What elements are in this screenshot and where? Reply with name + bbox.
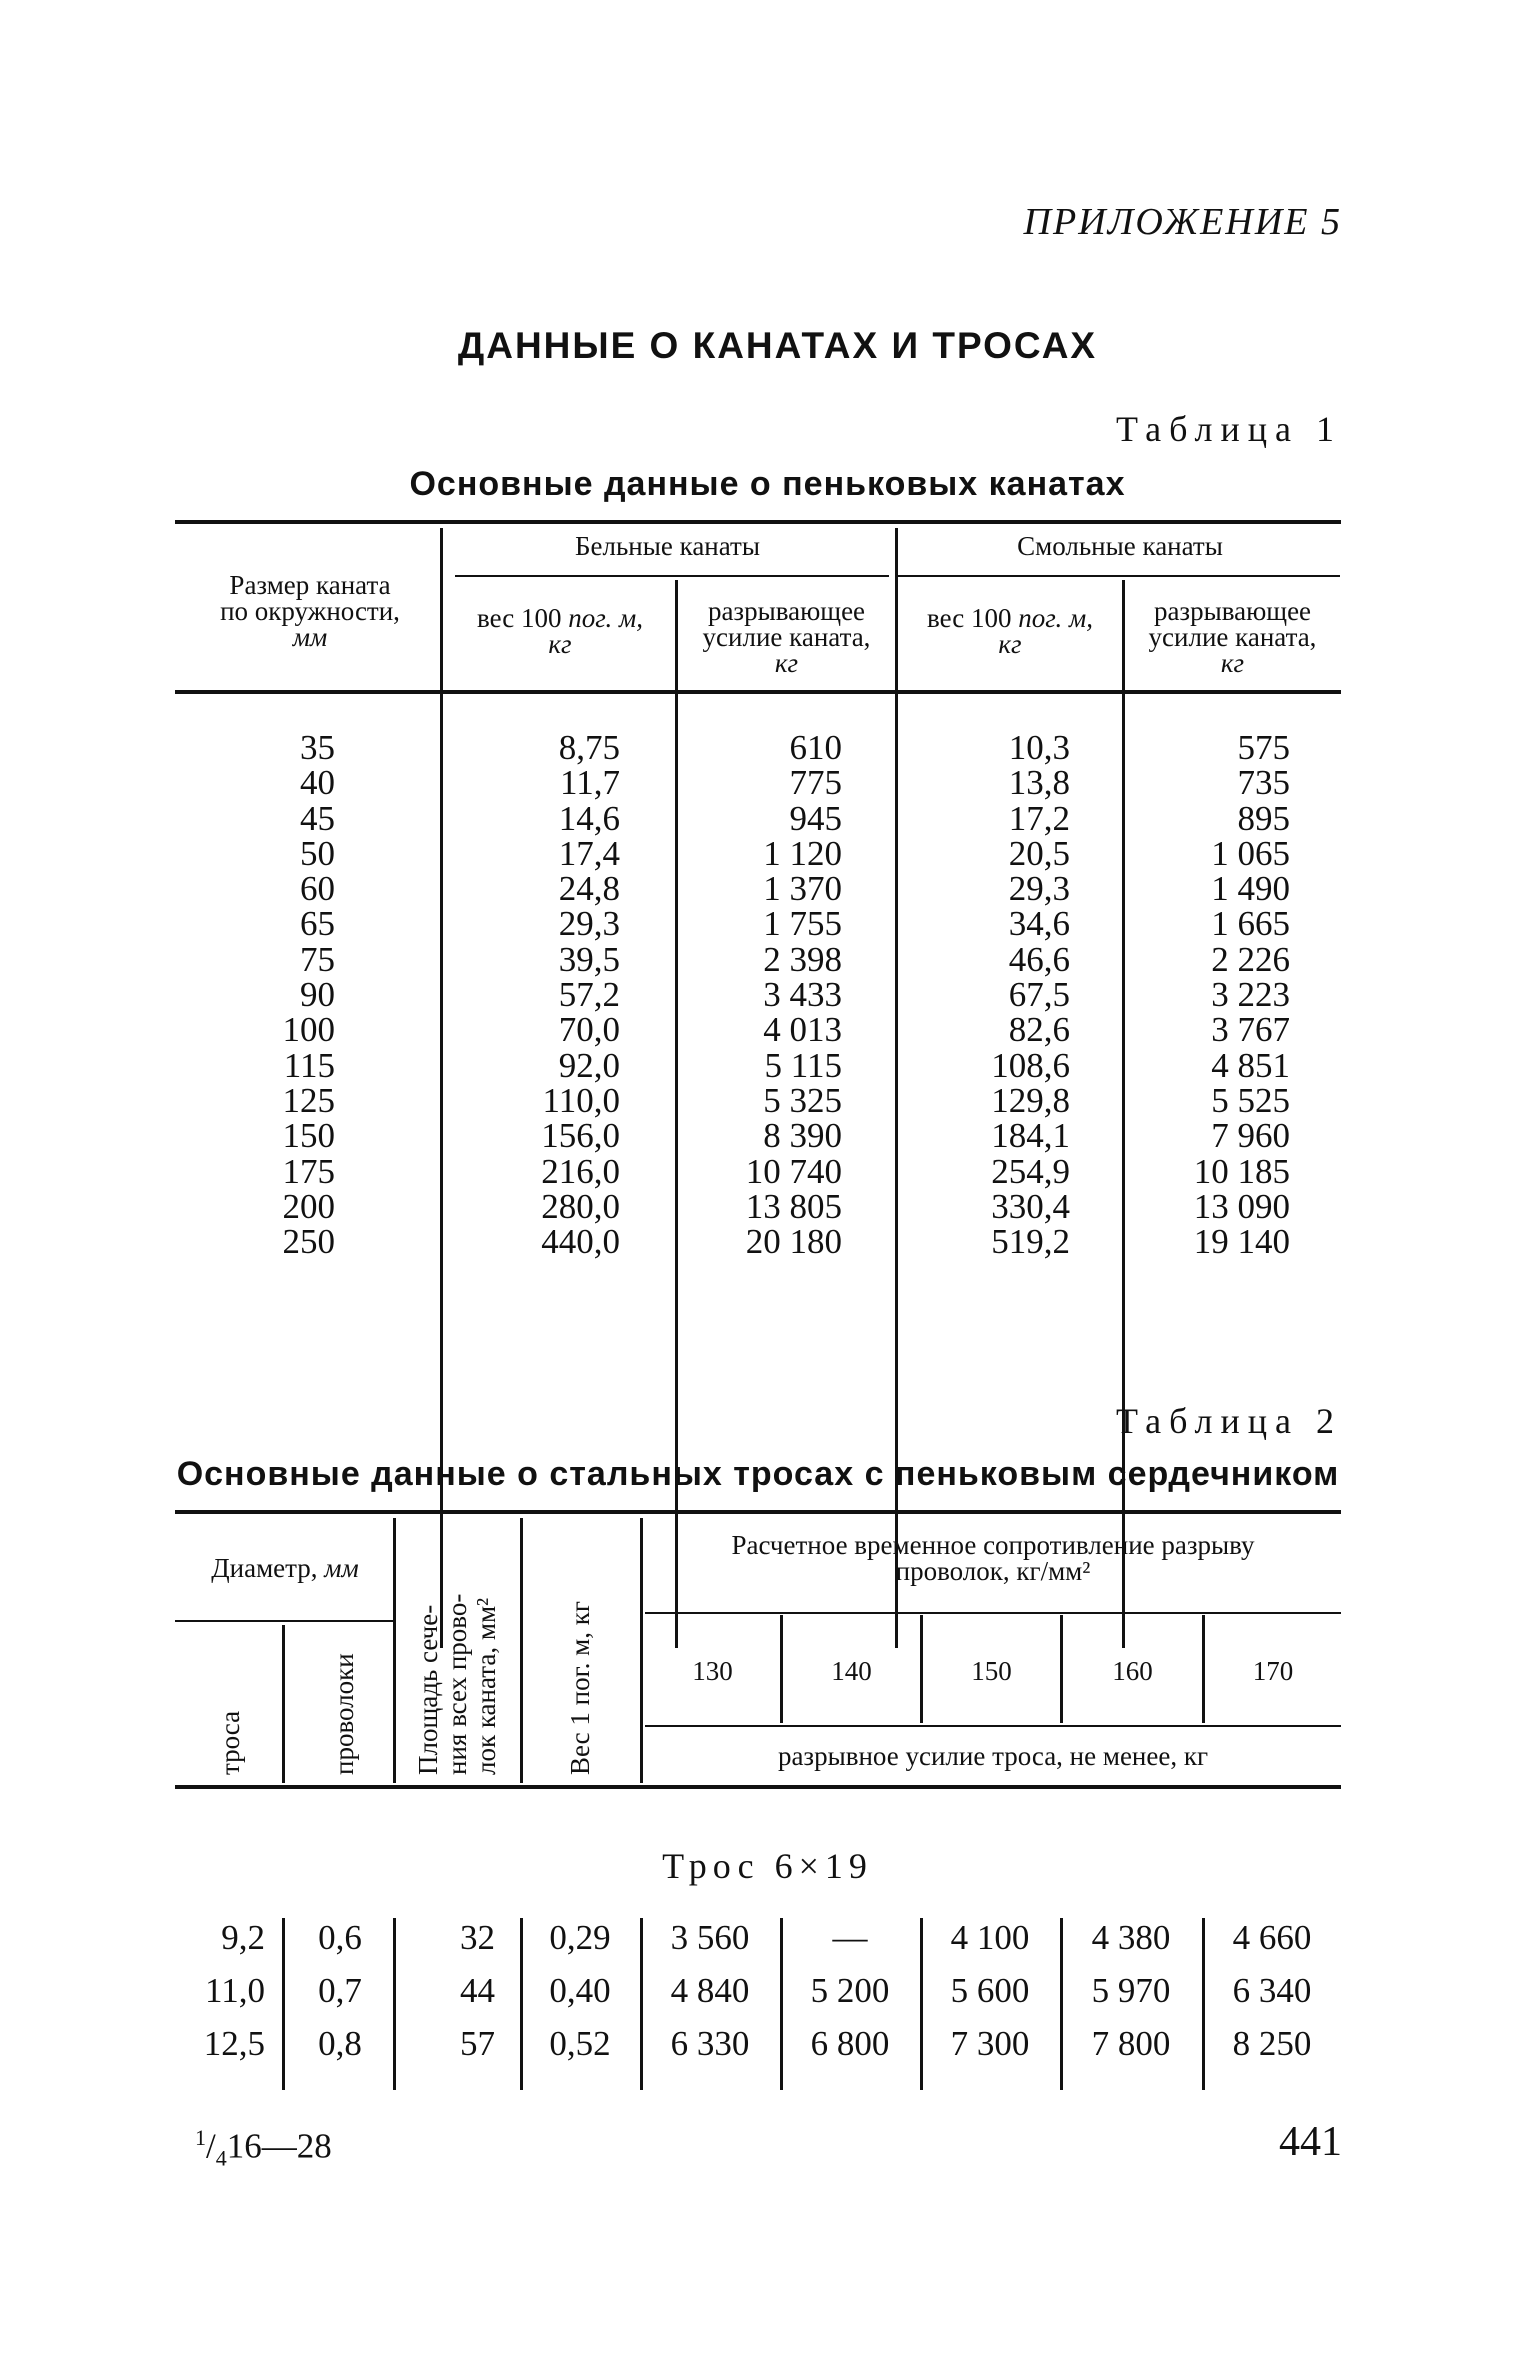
cell-rope-size: 45 bbox=[300, 798, 335, 838]
cell-white-break: 3 433 bbox=[763, 975, 842, 1015]
cell-white-weight: 17,4 bbox=[558, 833, 620, 873]
cell-force-160: 4 380 bbox=[1091, 1918, 1171, 1957]
cell-white-weight: 440,0 bbox=[541, 1222, 620, 1262]
cell-force-130: 4 840 bbox=[670, 1971, 750, 2010]
cell-wire-area: 44 bbox=[460, 1971, 495, 2010]
cell-tarred-weight: 184,1 bbox=[991, 1116, 1070, 1156]
cell-tarred-weight: 82,6 bbox=[1008, 1010, 1070, 1050]
column-tarred-weight bbox=[925, 728, 1070, 1262]
cell-rope-size: 65 bbox=[300, 904, 335, 944]
cell-rope-diameter: 9,2 bbox=[221, 1918, 265, 1957]
cell-tarred-weight: 20,5 bbox=[1008, 833, 1070, 873]
cell-tarred-break: 575 bbox=[1237, 728, 1290, 767]
table2-body-divider bbox=[780, 1918, 783, 2090]
cell-tarred-break: 735 bbox=[1237, 763, 1290, 803]
table1-label: Таблица 1 bbox=[1116, 409, 1342, 449]
cell-wire-diameter: 0,6 bbox=[318, 1918, 362, 1957]
cell-white-break: 13 805 bbox=[745, 1186, 842, 1226]
cell-white-weight: 39,5 bbox=[558, 939, 620, 979]
table2-body-divider bbox=[1060, 1918, 1063, 2090]
cell-rope-size: 115 bbox=[283, 1045, 335, 1085]
cell-force-140: 5 200 bbox=[810, 1971, 890, 2010]
table1-caption: Основные данные о пеньковых канатах bbox=[409, 465, 1126, 503]
table2-divider bbox=[640, 1518, 643, 1783]
cell-rope-diameter: 12,5 bbox=[203, 2024, 265, 2063]
cell-tarred-weight: 519,2 bbox=[991, 1222, 1070, 1262]
cell-white-break: 610 bbox=[789, 728, 842, 767]
cell-rope-size: 200 bbox=[282, 1186, 335, 1226]
cell-tarred-weight: 46,6 bbox=[1008, 939, 1070, 979]
cell-tarred-weight: 29,3 bbox=[1008, 869, 1070, 909]
cell-rope-size: 90 bbox=[300, 975, 335, 1015]
header-tarred-weight: вес 100 пог. м, кг bbox=[927, 603, 1093, 659]
table2-divider bbox=[520, 1518, 523, 1783]
cell-force-160: 5 970 bbox=[1091, 1971, 1171, 2010]
table1-tarred-subrule bbox=[898, 575, 1340, 577]
cell-weight: 0,40 bbox=[549, 1971, 611, 2010]
cell-white-weight: 110,0 bbox=[542, 1080, 620, 1120]
cell-rope-size: 150 bbox=[282, 1116, 335, 1156]
header-grade-130: 130 bbox=[692, 1656, 733, 1686]
cell-white-break: 5 115 bbox=[764, 1045, 842, 1085]
cell-rope-size: 75 bbox=[300, 939, 335, 979]
header-grade-170: 170 bbox=[1252, 1656, 1294, 1686]
table1-header-rule bbox=[175, 690, 1341, 694]
table2-divider bbox=[282, 1625, 285, 1783]
cell-tarred-break: 7 960 bbox=[1211, 1116, 1290, 1156]
header-white-weight: вес 100 пог. м, кг bbox=[477, 603, 643, 659]
cell-force-150: 5 600 bbox=[950, 1971, 1030, 2010]
table2-body-divider bbox=[393, 1918, 396, 2090]
header-wire-diameter: проволоки bbox=[329, 1653, 359, 1775]
cell-wire-area: 57 bbox=[460, 2024, 495, 2063]
cell-force-170: 6 340 bbox=[1232, 1971, 1312, 2010]
cell-white-break: 775 bbox=[789, 763, 842, 803]
cell-white-break: 1 755 bbox=[763, 904, 842, 944]
cell-force-150: 4 100 bbox=[950, 1918, 1030, 1957]
table2-body-divider bbox=[1202, 1918, 1205, 2090]
section-rope-6x19: Трос 6×19 bbox=[662, 1846, 873, 1886]
header-grade-160: 160 bbox=[1112, 1656, 1153, 1686]
cell-rope-size: 40 bbox=[300, 763, 335, 803]
cell-white-weight: 11,7 bbox=[560, 763, 620, 803]
cell-weight: 0,52 bbox=[549, 2024, 611, 2063]
header-tarred-ropes: Смольные канаты bbox=[1017, 531, 1223, 561]
table2-top-rule bbox=[175, 1510, 1341, 1514]
cell-force-140: — bbox=[832, 1918, 868, 1957]
cell-rope-size: 250 bbox=[282, 1222, 335, 1262]
cell-tarred-weight: 67,5 bbox=[1008, 975, 1070, 1015]
table2-divider bbox=[393, 1518, 396, 1783]
cell-white-break: 8 390 bbox=[763, 1116, 842, 1156]
cell-white-weight: 24,8 bbox=[558, 869, 620, 909]
table2-body-divider bbox=[640, 1918, 643, 2090]
cell-white-break: 1 120 bbox=[763, 833, 842, 873]
table1-top-rule bbox=[175, 520, 1341, 524]
cell-white-weight: 14,6 bbox=[558, 798, 620, 838]
cell-rope-diameter: 11,0 bbox=[205, 1971, 265, 2010]
cell-force-130: 6 330 bbox=[670, 2024, 750, 2063]
cell-force-170: 4 660 bbox=[1232, 1918, 1312, 1957]
page-title: ДАННЫЕ О КАНАТАХ И ТРОСАХ bbox=[457, 325, 1098, 366]
table2-body-divider bbox=[282, 1918, 285, 2090]
column-tarred-break bbox=[1150, 728, 1290, 1262]
cell-tarred-break: 13 090 bbox=[1193, 1186, 1290, 1226]
cell-white-break: 945 bbox=[789, 798, 842, 838]
cell-tarred-break: 895 bbox=[1237, 798, 1290, 838]
cell-white-break: 1 370 bbox=[763, 869, 842, 909]
cell-white-weight: 280,0 bbox=[541, 1186, 620, 1226]
cell-tarred-break: 3 767 bbox=[1211, 1010, 1290, 1050]
cell-white-break: 4 013 bbox=[763, 1010, 842, 1050]
cell-wire-diameter: 0,8 bbox=[318, 2024, 362, 2063]
table2-caption: Основные данные о стальных тросах с пеньковым сердечником bbox=[176, 1455, 1340, 1493]
header-white-ropes: Бельные канаты bbox=[575, 531, 760, 561]
cell-force-170: 8 250 bbox=[1232, 2024, 1312, 2063]
cell-force-150: 7 300 bbox=[950, 2024, 1030, 2063]
header-weight-per-meter: Вес 1 пог. м, кг bbox=[565, 1601, 595, 1775]
header-tarred-break: разрывающее усилие каната, кг bbox=[1148, 596, 1317, 678]
cell-tarred-break: 1 065 bbox=[1211, 833, 1290, 873]
footer-signature: $^1/_416—28$ bbox=[195, 2125, 332, 2171]
header-grade-150: 150 bbox=[971, 1656, 1012, 1686]
header-grade-140: 140 bbox=[831, 1656, 872, 1686]
header-breaking-force: разрывное усилие троса, не менее, кг bbox=[777, 1741, 1209, 1771]
column-white-weight bbox=[470, 728, 620, 1262]
cell-tarred-weight: 108,6 bbox=[991, 1045, 1070, 1085]
cell-tarred-weight: 13,8 bbox=[1008, 763, 1070, 803]
cell-weight: 0,29 bbox=[549, 1918, 611, 1957]
header-white-break: разрывающее усилие каната, кг bbox=[702, 596, 871, 678]
cell-tarred-break: 3 223 bbox=[1211, 975, 1290, 1015]
cell-force-140: 6 800 bbox=[810, 2024, 890, 2063]
cell-rope-size: 60 bbox=[300, 869, 335, 909]
cell-white-break: 2 398 bbox=[763, 939, 842, 979]
cell-rope-size: 100 bbox=[282, 1010, 335, 1050]
cell-tarred-weight: 10,3 bbox=[1008, 728, 1070, 767]
page-number: 441 bbox=[1279, 2119, 1342, 2165]
cell-rope-size: 125 bbox=[282, 1080, 335, 1120]
table2-label: Таблица 2 bbox=[1116, 1401, 1342, 1441]
cell-wire-diameter: 0,7 bbox=[318, 1971, 362, 2010]
cell-white-weight: 8,75 bbox=[558, 728, 620, 767]
cell-white-weight: 92,0 bbox=[558, 1045, 620, 1085]
cell-tarred-break: 19 140 bbox=[1193, 1222, 1290, 1262]
cell-tarred-break: 2 226 bbox=[1211, 939, 1290, 979]
cell-rope-size: 50 bbox=[300, 833, 335, 873]
column-rope-size bbox=[245, 728, 335, 1262]
cell-tarred-weight: 17,2 bbox=[1008, 798, 1070, 838]
cell-force-160: 7 800 bbox=[1091, 2024, 1171, 2063]
cell-tarred-weight: 34,6 bbox=[1008, 904, 1070, 944]
cell-tarred-weight: 330,4 bbox=[991, 1186, 1070, 1226]
cell-force-130: 3 560 bbox=[670, 1918, 750, 1957]
table1-white-subrule bbox=[455, 575, 889, 577]
cell-white-weight: 156,0 bbox=[541, 1116, 620, 1156]
cell-tarred-break: 4 851 bbox=[1211, 1045, 1290, 1085]
header-rope-diameter: троса bbox=[215, 1710, 245, 1775]
cell-tarred-weight: 254,9 bbox=[991, 1151, 1070, 1191]
appendix-label: ПРИЛОЖЕНИЕ 5 bbox=[1023, 201, 1342, 243]
cell-rope-size: 35 bbox=[300, 728, 335, 767]
header-rope-size: Размер каната по окружности, мм bbox=[220, 570, 400, 652]
header-diameter: Диаметр, мм bbox=[211, 1553, 359, 1583]
cell-white-break: 10 740 bbox=[745, 1151, 842, 1191]
cell-wire-area: 32 bbox=[460, 1918, 495, 1957]
cell-white-weight: 57,2 bbox=[558, 975, 620, 1015]
cell-tarred-break: 1 665 bbox=[1211, 904, 1290, 944]
cell-rope-size: 175 bbox=[282, 1151, 335, 1191]
column-white-break bbox=[700, 728, 842, 1262]
cell-white-break: 5 325 bbox=[763, 1080, 842, 1120]
cell-white-weight: 29,3 bbox=[558, 904, 620, 944]
header-wire-area: Площадь сече- ния всех прово- лок каната, мм² bbox=[413, 1593, 501, 1775]
cell-white-weight: 70,0 bbox=[558, 1010, 620, 1050]
table2-body-divider bbox=[920, 1918, 923, 2090]
cell-white-break: 20 180 bbox=[745, 1222, 842, 1262]
table2-diameter-subrule bbox=[175, 1620, 393, 1622]
cell-tarred-break: 5 525 bbox=[1211, 1080, 1290, 1120]
cell-tarred-break: 1 490 bbox=[1211, 869, 1290, 909]
cell-tarred-weight: 129,8 bbox=[991, 1080, 1070, 1120]
header-tensile-resistance: Расчетное временное сопротивление разрыву проволок, кг/мм² bbox=[731, 1530, 1255, 1586]
table2-header-rule bbox=[175, 1785, 1341, 1789]
table2-body-divider bbox=[520, 1918, 523, 2090]
cell-white-weight: 216,0 bbox=[541, 1151, 620, 1191]
cell-tarred-break: 10 185 bbox=[1193, 1151, 1290, 1191]
table2-resist-subrule bbox=[645, 1612, 1341, 1614]
table2-grades-subrule bbox=[645, 1725, 1341, 1727]
